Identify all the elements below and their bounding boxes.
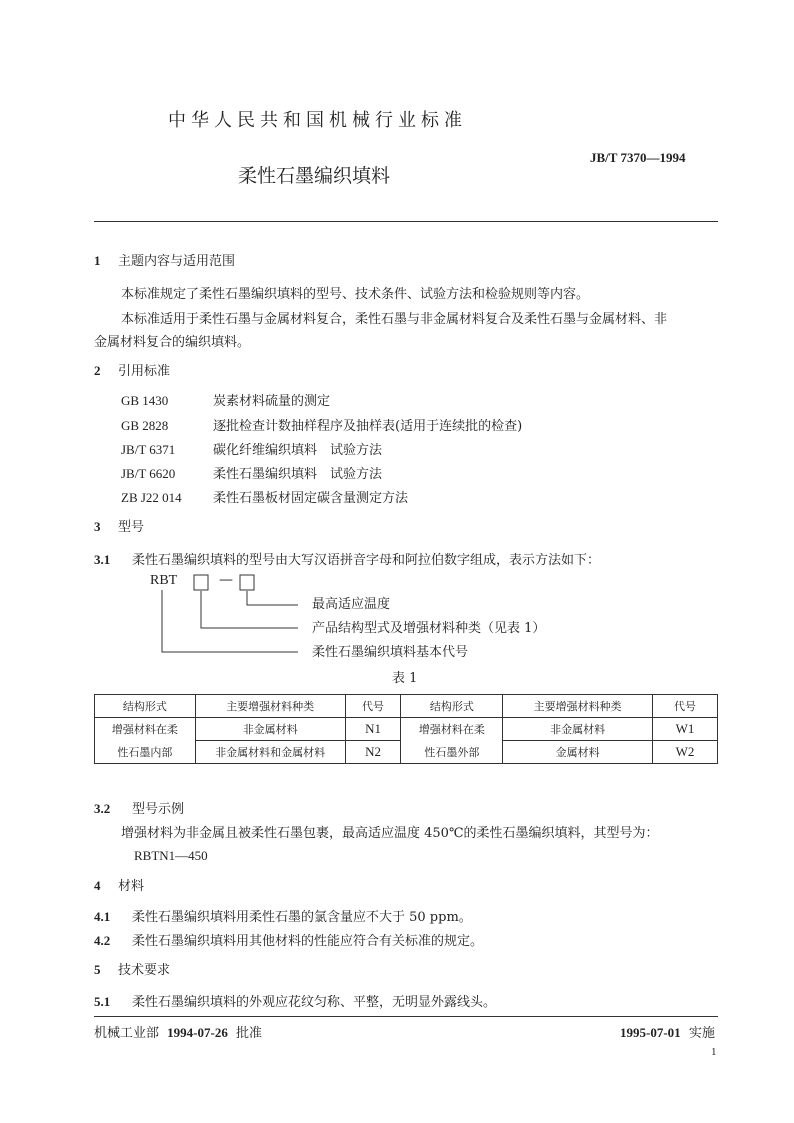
diagram-label-temperature: 最高适应温度 bbox=[312, 597, 391, 612]
clause-5-1 bbox=[94, 993, 496, 1012]
diagram-label-base-code: 柔性石墨编织填料基本代号 bbox=[312, 645, 469, 660]
section-2-heading bbox=[94, 362, 170, 381]
reference-item bbox=[121, 417, 522, 436]
clause-4-1 bbox=[94, 908, 472, 927]
reference-name: 柔性石墨编织填料 试验方法 bbox=[213, 467, 383, 482]
implementation-date: 1995-07-01 bbox=[620, 1025, 681, 1040]
reference-code: ZB J22 014 bbox=[121, 490, 182, 505]
section-number: 1 bbox=[94, 253, 101, 268]
section-title: 主题内容与适用范围 bbox=[118, 254, 236, 269]
clause-text: 柔性石墨编织填料的外观应花纹匀称、平整，无明显外露线头。 bbox=[132, 995, 497, 1010]
clause-title: 型号示例 bbox=[132, 802, 185, 817]
material-cell: 金属材料 bbox=[503, 741, 653, 764]
section-title: 材料 bbox=[118, 879, 145, 894]
material-cell: 非金属材料 bbox=[195, 718, 345, 741]
diagram-label-structure: 产品结构型式及增强材料种类（见表 1） bbox=[312, 621, 546, 636]
table-header-cell: 结构形式 bbox=[401, 695, 503, 718]
table-header-cell: 代号 bbox=[345, 695, 401, 718]
section-number: 2 bbox=[94, 363, 101, 378]
code-cell: W2 bbox=[653, 741, 718, 764]
clause-number: 3.2 bbox=[94, 801, 111, 816]
approver: 机械工业部 bbox=[94, 1026, 160, 1041]
leader-line-structure bbox=[201, 591, 298, 628]
material-cell: 非金属材料 bbox=[503, 718, 653, 741]
reference-code: JB/T 6371 bbox=[121, 442, 176, 457]
reference-name: 碳化纤维编织填料 试验方法 bbox=[213, 443, 383, 458]
clause-number: 3.1 bbox=[94, 552, 111, 567]
reference-item bbox=[121, 489, 408, 508]
section-3-heading bbox=[94, 518, 144, 537]
section-4-heading bbox=[94, 877, 144, 896]
table-header-cell: 主要增强材料种类 bbox=[195, 695, 345, 718]
structure-code-box bbox=[194, 575, 208, 590]
clause-text: 柔性石墨编织填料的型号由大写汉语拼音字母和阿拉伯数字组成，表示方法如下： bbox=[132, 553, 601, 568]
page-number: 1 bbox=[711, 1046, 717, 1058]
reference-item bbox=[121, 392, 330, 411]
approve-word: 批准 bbox=[235, 1026, 262, 1041]
implementation-line bbox=[620, 1024, 715, 1043]
paragraph: 增强材料为非金属且被柔性石墨包裹，最高适应温度 450℃的柔性石墨编织填料，其型号为： bbox=[121, 826, 659, 841]
approval-line bbox=[94, 1024, 262, 1043]
clause-number: 4.2 bbox=[94, 933, 111, 948]
reference-code: JB/T 6620 bbox=[121, 466, 176, 481]
code-cell: N2 bbox=[345, 741, 401, 764]
temperature-code-box bbox=[240, 575, 254, 590]
structure-form-cell: 性石墨外部 bbox=[401, 741, 503, 764]
paragraph: 本标准适用于柔性石墨与金属材料复合，柔性石墨与非金属材料复合及柔性石墨与金属材料、非 bbox=[121, 312, 668, 327]
standard-number: JB/T 7370—1994 bbox=[590, 150, 686, 165]
clause-text: 柔性石墨编织填料用其他材料的性能应符合有关标准的规定。 bbox=[132, 934, 484, 949]
paragraph: 金属材料复合的编织填料。 bbox=[94, 335, 251, 350]
section-number: 4 bbox=[94, 878, 101, 893]
leader-line-base-code bbox=[162, 590, 298, 652]
implementation-word: 实施 bbox=[688, 1026, 715, 1041]
section-title: 技术要求 bbox=[118, 963, 171, 978]
section-5-heading bbox=[94, 961, 170, 980]
structure-form-cell: 性石墨内部 bbox=[95, 741, 196, 764]
clause-3-2 bbox=[94, 800, 184, 819]
reference-name: 炭素材料硫量的测定 bbox=[213, 394, 331, 409]
header-rule bbox=[94, 221, 718, 222]
model-prefix: RBT bbox=[150, 573, 178, 588]
material-cell: 非金属材料和金属材料 bbox=[195, 741, 345, 764]
clause-4-2 bbox=[94, 932, 483, 951]
section-1-heading bbox=[94, 252, 235, 271]
model-dash: — bbox=[219, 572, 233, 588]
table-header-cell: 代号 bbox=[653, 695, 718, 718]
table-row bbox=[95, 718, 718, 741]
clause-number: 5.1 bbox=[94, 994, 111, 1009]
leader-line-temperature bbox=[247, 591, 298, 605]
table-header-cell: 结构形式 bbox=[95, 695, 196, 718]
paragraph: 本标准规定了柔性石墨编织填料的型号、技术条件、试验方法和检验规则等内容。 bbox=[121, 287, 590, 302]
section-number: 5 bbox=[94, 962, 101, 977]
table-header-cell: 主要增强材料种类 bbox=[503, 695, 653, 718]
reference-code: GB 1430 bbox=[121, 393, 169, 408]
reference-item bbox=[121, 441, 382, 460]
reference-name: 柔性石墨板材固定碳含量测定方法 bbox=[213, 491, 409, 506]
table-row bbox=[95, 741, 718, 764]
model-example: RBTN1—450 bbox=[134, 848, 208, 863]
reference-name: 逐批检查计数抽样程序及抽样表(适用于连续批的检查) bbox=[213, 419, 523, 434]
document-title: 柔性石墨编织填料 bbox=[238, 165, 391, 187]
table-caption: 表 1 bbox=[392, 671, 418, 686]
code-cell: W1 bbox=[653, 718, 718, 741]
reference-item bbox=[121, 465, 382, 484]
model-code-diagram bbox=[150, 570, 330, 670]
section-title: 型号 bbox=[118, 520, 145, 535]
org-title: 中华人民共和国机械行业标准 bbox=[168, 110, 467, 131]
code-cell: N1 bbox=[345, 718, 401, 741]
approve-date: 1994-07-26 bbox=[167, 1025, 228, 1040]
clause-text: 柔性石墨编织填料用柔性石墨的氯含量应不大于 50 ppm。 bbox=[132, 910, 472, 925]
reference-code: GB 2828 bbox=[121, 418, 169, 433]
footer-rule bbox=[94, 1016, 718, 1017]
structure-form-cell: 增强材料在柔 bbox=[401, 718, 503, 741]
section-number: 3 bbox=[94, 519, 101, 534]
clause-3-1 bbox=[94, 551, 600, 570]
section-title: 引用标准 bbox=[118, 364, 171, 379]
model-table bbox=[94, 694, 718, 764]
structure-form-cell: 增强材料在柔 bbox=[95, 718, 196, 741]
clause-number: 4.1 bbox=[94, 909, 111, 924]
table-header-row bbox=[95, 695, 718, 718]
